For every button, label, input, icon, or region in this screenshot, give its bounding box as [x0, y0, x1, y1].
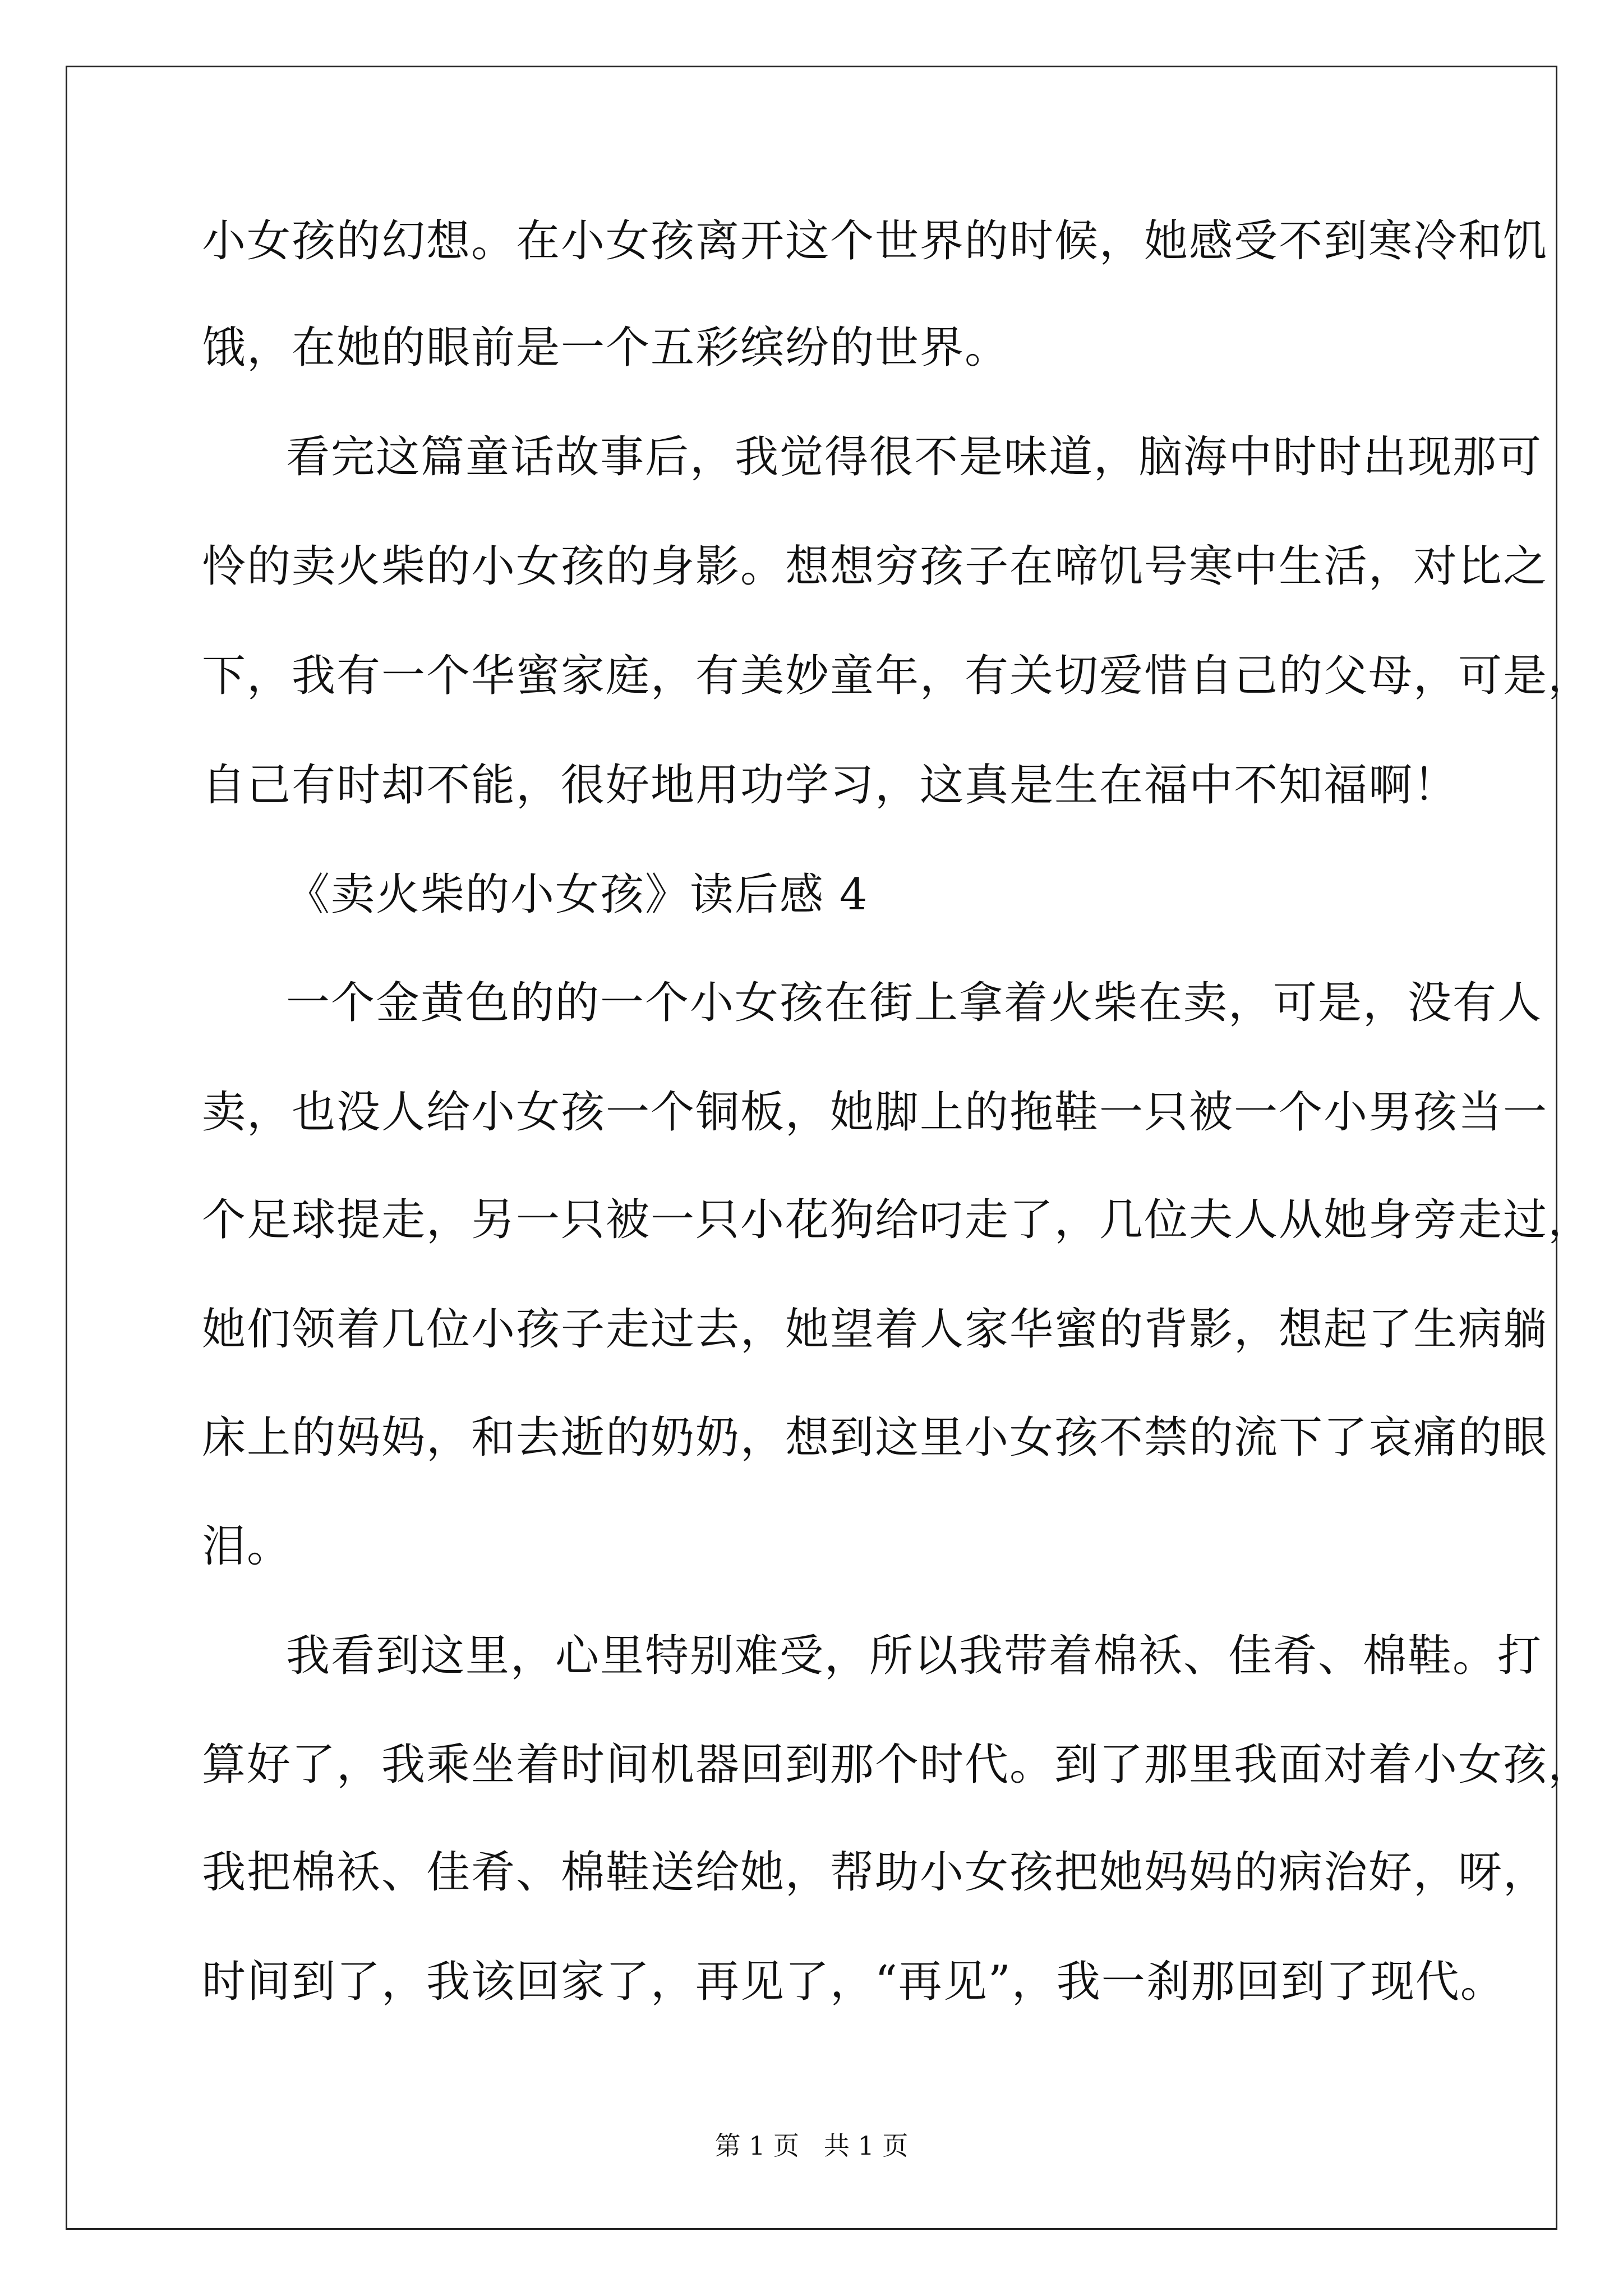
text-line: 饿，在她的眼前是一个五彩缤纷的世界。: [202, 323, 1010, 373]
text-line: 床上的妈妈，和去逝的奶奶，想到这里小女孩不禁的流下了哀痛的眼: [202, 1412, 1548, 1463]
text-line: 自己有时却不能，很好地用功学习，这真是生在福中不知福啊！: [202, 760, 1459, 811]
text-line: 卖，也没人给小女孩一个铜板，她脚上的拖鞋一只被一个小男孩当一: [202, 1087, 1548, 1138]
text-line: 下，我有一个华蜜家庭，有美妙童年，有关切爱惜自己的父母，可是，: [202, 651, 1593, 701]
text-line: 怜的卖火柴的小女孩的身影。想想穷孩子在啼饥号寒中生活，对比之: [202, 541, 1548, 592]
text-line: 我看到这里，心里特别难受，所以我带着棉袄、佳肴、棉鞋。打: [286, 1631, 1543, 1681]
text-line: 看完这篇童话故事后，我觉得很不是味道，脑海中时时出现那可: [286, 432, 1543, 482]
text-line: 我把棉袄、佳肴、棉鞋送给她，帮助小女孩把她妈妈的病治好，呀，: [202, 1847, 1548, 1898]
page-border: [66, 66, 1557, 2230]
text-line: 她们领着几位小孩子走过去，她望着人家华蜜的背影，想起了生病躺: [202, 1304, 1548, 1355]
text-line: 小女孩的幻想。在小女孩离开这个世界的时候，她感受不到寒冷和饥: [202, 216, 1548, 266]
text-line: 一个金黄色的的一个小女孩在街上拿着火柴在卖，可是，没有人: [286, 978, 1543, 1028]
page-footer: 第 1 页 共 1 页: [714, 2131, 909, 2161]
text-line: 算好了，我乘坐着时间机器回到那个时代。到了那里我面对着小女孩，: [202, 1740, 1593, 1790]
text-line: 泪。: [202, 1521, 292, 1572]
text-line: 时间到了，我该回家了，再见了，“再见”，我一刹那回到了现代。: [202, 1957, 1505, 2007]
text-line: 个足球提走，另一只被一只小花狗给叼走了，几位夫人从她身旁走过，: [202, 1195, 1593, 1245]
section-heading: 《卖火柴的小女孩》读后感 4: [286, 869, 869, 920]
